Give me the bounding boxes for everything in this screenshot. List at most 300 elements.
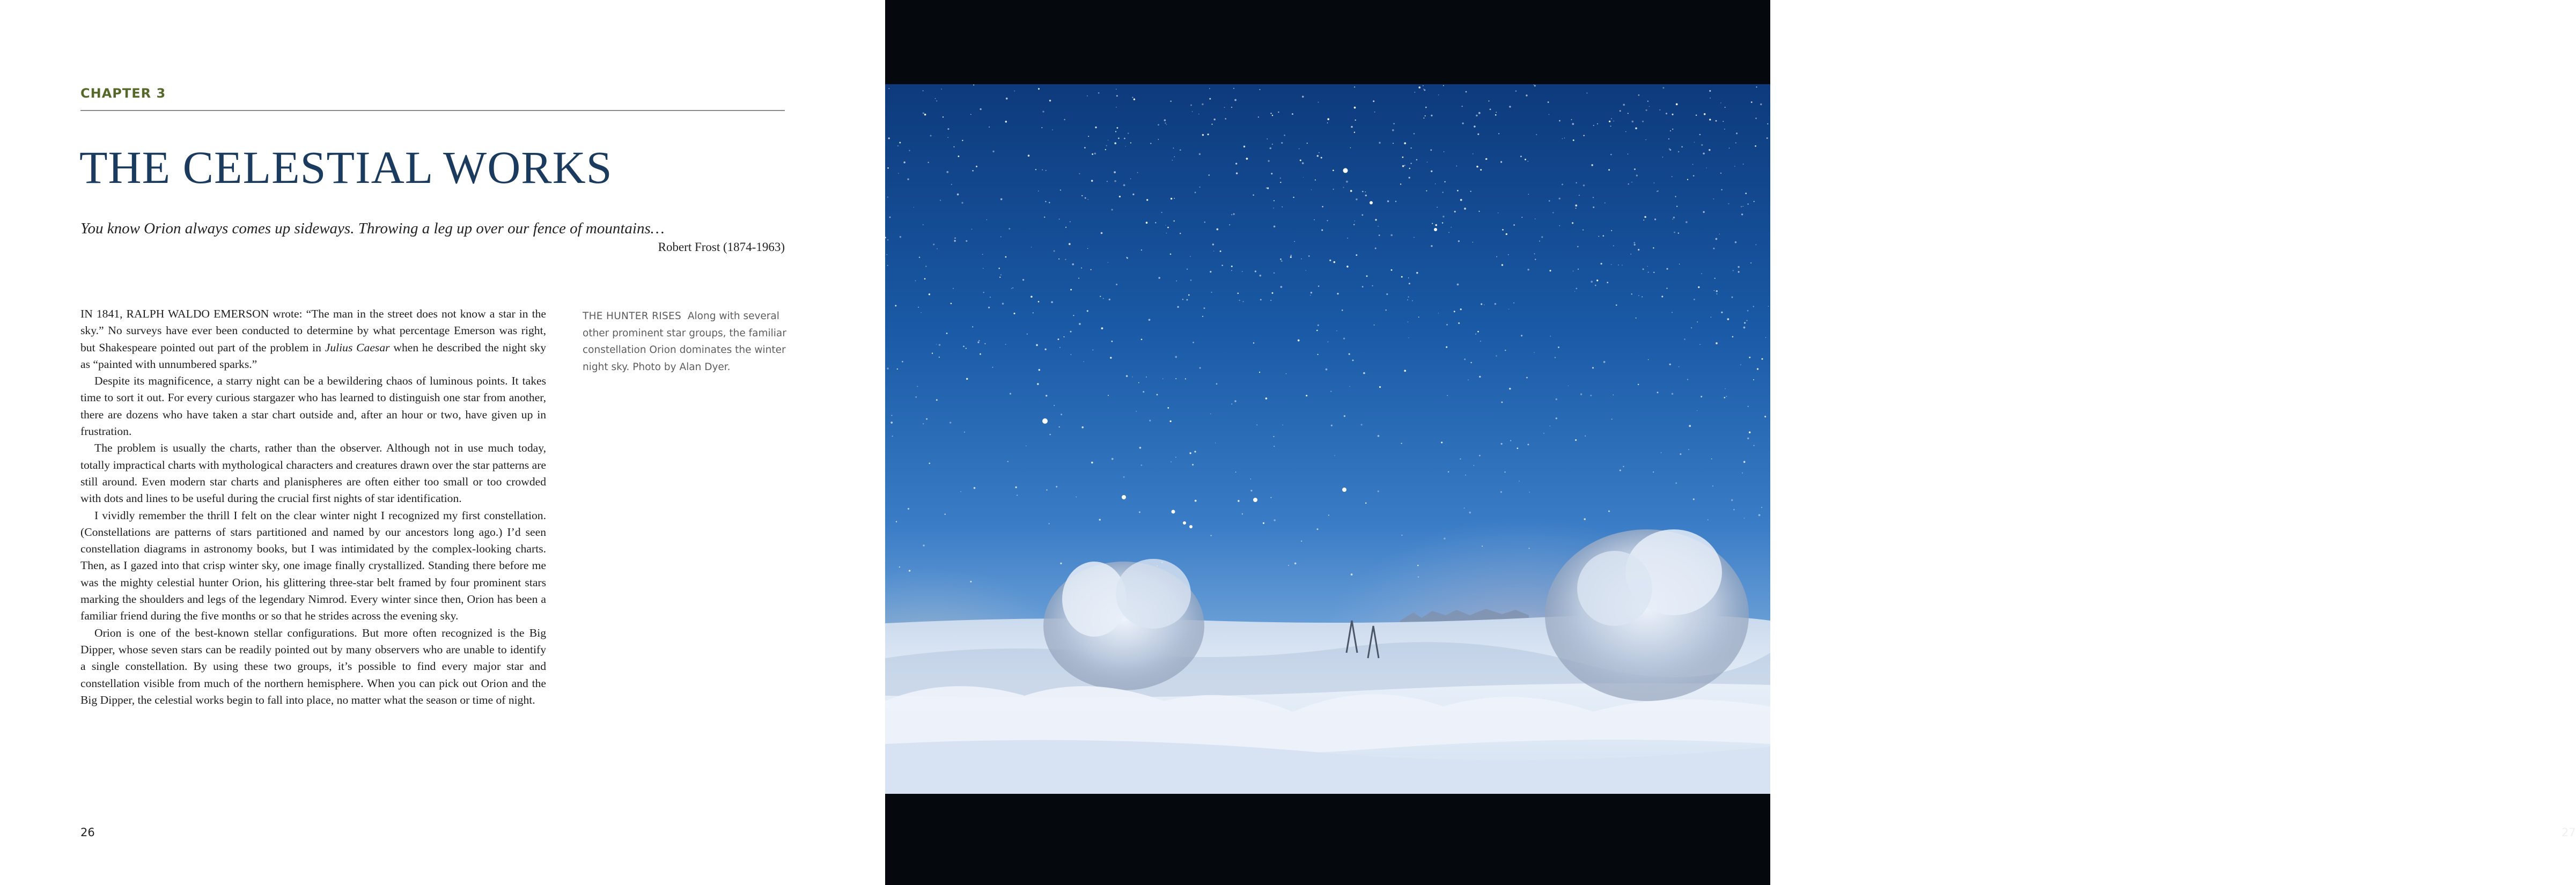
- star: [1549, 270, 1551, 271]
- star: [1314, 219, 1315, 220]
- paragraph-4: I vividly remember the thrill I felt on the clear winter night I recognized my first constellation. (Constellations are patterns of stars partitioned and named by our ancestors long ago.) I’d seen constellation diagrams in astronomy books, but I was intimidated by the complex-looking charts. Then, as I gazed into that crisp winter sky, one image finally crystallized. Standing there before me was the mighty celestial hunter Orion, his glittering three-star belt framed by four prominent stars marking the shoulders and legs of the legendary Nimrod. Every winter since then, Orion has been a familiar friend during the five months or so that he strides across the evening sky.: [80, 508, 546, 623]
- star: [1005, 256, 1007, 258]
- star: [1724, 397, 1725, 399]
- star: [1146, 199, 1148, 201]
- star: [1747, 438, 1749, 439]
- star: [960, 491, 961, 492]
- star: [1233, 213, 1235, 215]
- star: [923, 544, 924, 546]
- star: [1525, 159, 1526, 160]
- star: [1216, 383, 1218, 385]
- star: [928, 162, 929, 163]
- star: [1027, 334, 1028, 335]
- star: [1280, 182, 1281, 183]
- star: [1693, 498, 1695, 500]
- star: [1054, 250, 1055, 252]
- star: [1236, 172, 1238, 174]
- star: [1303, 177, 1304, 178]
- star: [1628, 113, 1629, 114]
- star: [1727, 318, 1729, 320]
- paragraph-1: [80, 306, 546, 373]
- star: [1607, 282, 1608, 283]
- star: [1408, 277, 1409, 278]
- star: [1743, 461, 1746, 463]
- star: [1562, 138, 1563, 139]
- star: [1596, 279, 1598, 281]
- star: [1049, 100, 1051, 101]
- star: [1274, 200, 1275, 201]
- star: [1559, 197, 1561, 199]
- star: [1041, 127, 1042, 128]
- star: [970, 581, 971, 582]
- star: [1681, 146, 1683, 148]
- star: [1134, 99, 1135, 100]
- star: [1669, 148, 1670, 150]
- star: [982, 254, 983, 255]
- star: [1460, 459, 1461, 460]
- star: [980, 108, 981, 110]
- star: [1013, 313, 1015, 314]
- star: [1437, 207, 1438, 208]
- star: [1260, 89, 1261, 90]
- star: [1454, 311, 1455, 312]
- star: [1447, 395, 1448, 396]
- star: [1165, 123, 1166, 124]
- star: [1733, 509, 1735, 511]
- star: [1456, 166, 1457, 167]
- star: [1533, 84, 1534, 85]
- star: [1059, 347, 1061, 348]
- star: [1691, 327, 1692, 328]
- star: [1465, 475, 1466, 476]
- star: [946, 171, 948, 173]
- star: [1529, 548, 1530, 549]
- star: [1496, 256, 1497, 257]
- star: [1527, 269, 1529, 270]
- star: [1301, 541, 1302, 542]
- star: [1157, 394, 1158, 395]
- page-number-right: 27: [2562, 826, 2576, 839]
- star: [1395, 201, 1396, 202]
- star: [1274, 436, 1275, 437]
- star: [1185, 378, 1186, 379]
- star: [1534, 254, 1535, 255]
- star: [1300, 159, 1301, 161]
- star: [966, 378, 968, 380]
- star: [1177, 306, 1179, 308]
- star: [1643, 268, 1644, 270]
- star: [1070, 222, 1071, 223]
- star: [1644, 216, 1646, 218]
- star: [1087, 310, 1088, 312]
- star: [1694, 299, 1695, 300]
- star: [1762, 358, 1763, 360]
- star: [1114, 142, 1116, 144]
- star: [1274, 446, 1275, 447]
- star: [1414, 92, 1415, 93]
- star: [1541, 236, 1543, 238]
- star: [1559, 225, 1560, 226]
- star: [1353, 224, 1355, 225]
- star: [992, 367, 993, 368]
- star: [1321, 229, 1323, 231]
- star: [1701, 396, 1702, 397]
- star: [1706, 167, 1707, 168]
- star: [1496, 112, 1497, 113]
- star: [1132, 97, 1133, 98]
- star: [1498, 133, 1499, 134]
- star: [1632, 121, 1634, 123]
- star: [1213, 250, 1214, 251]
- star: [1474, 126, 1475, 127]
- star: [1272, 144, 1273, 145]
- star: [1478, 112, 1481, 114]
- star: [1174, 156, 1175, 157]
- star: [1193, 342, 1194, 343]
- star: [1390, 234, 1393, 237]
- star: [1002, 303, 1004, 305]
- star: [1105, 149, 1106, 150]
- star: [909, 150, 910, 151]
- star: [1610, 126, 1611, 127]
- star: [1745, 193, 1747, 194]
- star: [1187, 269, 1188, 270]
- star: [936, 399, 938, 401]
- star: [1124, 138, 1125, 139]
- star: [1495, 114, 1497, 116]
- star: [1603, 235, 1605, 237]
- star: [976, 166, 977, 167]
- star: [1716, 290, 1718, 292]
- star: [887, 367, 888, 369]
- star: [1188, 294, 1190, 296]
- star: [1653, 471, 1654, 473]
- star: [1319, 152, 1320, 153]
- star: [1755, 117, 1757, 119]
- star: [1337, 293, 1338, 294]
- star: [1476, 115, 1477, 116]
- star: [1298, 340, 1300, 342]
- star: [898, 173, 899, 174]
- body-text: [80, 306, 546, 709]
- star: [1316, 528, 1318, 530]
- paragraph-1-end: when he described the night sky as “painted with unnumbered sparks.”: [80, 341, 546, 371]
- star: [1608, 169, 1610, 171]
- star: [899, 566, 900, 567]
- star: [1033, 312, 1034, 313]
- star: [1755, 145, 1756, 147]
- star: [1692, 164, 1694, 165]
- star: [1672, 129, 1673, 130]
- star: [1126, 375, 1128, 377]
- star: [1190, 279, 1192, 281]
- star: [890, 422, 893, 424]
- star: [1318, 102, 1319, 103]
- star: [1216, 228, 1218, 231]
- star: [1334, 455, 1335, 456]
- star: [972, 326, 973, 327]
- star: [1108, 395, 1109, 396]
- star: [1327, 122, 1328, 123]
- star: [1559, 120, 1561, 122]
- star: [1572, 222, 1573, 224]
- star: [1175, 457, 1176, 458]
- star: [998, 268, 1000, 269]
- star: [1044, 349, 1046, 350]
- star: [1056, 486, 1057, 488]
- star: [1284, 135, 1285, 136]
- star: [1253, 194, 1254, 196]
- star: [1410, 163, 1411, 164]
- star: [1327, 118, 1329, 120]
- star: [988, 307, 990, 308]
- star: [1106, 145, 1107, 146]
- star: [1374, 324, 1375, 326]
- star: [1638, 295, 1639, 296]
- star: [1146, 377, 1147, 378]
- star: [1749, 357, 1750, 358]
- star: [980, 353, 981, 355]
- star: [1716, 120, 1717, 122]
- star: [1451, 227, 1452, 228]
- epigraph-quote: You know Orion always comes up sideways. Throwing a leg up over our fence of mountains…: [80, 220, 665, 237]
- star: [1310, 295, 1311, 296]
- star: [1288, 565, 1289, 566]
- star: [1009, 228, 1010, 230]
- star: [1736, 132, 1738, 134]
- star: [1011, 288, 1012, 289]
- star: [1750, 262, 1751, 263]
- star: [992, 151, 994, 152]
- star: [1611, 419, 1613, 420]
- star: [1479, 455, 1481, 456]
- star: [947, 128, 949, 130]
- star: [1496, 355, 1497, 356]
- star: [1578, 269, 1579, 270]
- star: [1548, 101, 1549, 103]
- star: [1229, 224, 1230, 225]
- star: [1638, 384, 1639, 386]
- star: [1460, 199, 1462, 201]
- star: [1260, 299, 1262, 300]
- star: [1372, 285, 1373, 286]
- star: [1513, 224, 1515, 226]
- star: [1175, 378, 1176, 379]
- star: [1180, 233, 1181, 234]
- star: [1438, 94, 1439, 95]
- star: [1476, 166, 1478, 168]
- star: [1667, 288, 1668, 289]
- star: [970, 114, 971, 115]
- star: [1326, 368, 1328, 371]
- star: [1141, 249, 1142, 250]
- star: [1520, 156, 1522, 157]
- star: [915, 396, 917, 398]
- chapter-label: CHAPTER 3: [80, 86, 166, 101]
- star: [918, 307, 919, 308]
- star: [1645, 139, 1646, 140]
- star: [1294, 563, 1297, 565]
- star: [1271, 292, 1273, 294]
- star: [1675, 482, 1677, 484]
- star: [1192, 111, 1193, 112]
- star: [1515, 91, 1517, 92]
- star: [1584, 135, 1585, 136]
- star: [1528, 194, 1529, 195]
- star: [1355, 120, 1356, 121]
- star: [907, 179, 909, 180]
- star: [1721, 312, 1723, 313]
- star: [1688, 449, 1689, 450]
- star: [1315, 179, 1316, 180]
- star: [1430, 149, 1432, 151]
- star: [1373, 100, 1374, 102]
- star: [1060, 189, 1061, 190]
- star: [1508, 254, 1509, 255]
- star: [1648, 272, 1649, 273]
- star: [1015, 486, 1017, 488]
- star: [1552, 212, 1554, 213]
- star: [891, 415, 892, 416]
- star: [1091, 462, 1093, 464]
- star: [1573, 139, 1574, 141]
- star: [1149, 319, 1151, 321]
- star: [1489, 100, 1490, 101]
- star: [1549, 114, 1550, 115]
- star: [1290, 255, 1292, 256]
- star: [1073, 315, 1074, 316]
- star: [977, 342, 979, 343]
- star: [1294, 241, 1295, 242]
- star: [1123, 476, 1125, 478]
- star: [1636, 175, 1638, 176]
- star: [1330, 391, 1331, 392]
- star: [1354, 107, 1356, 109]
- star: [1586, 93, 1587, 94]
- star: [1233, 88, 1234, 89]
- star: [1672, 219, 1673, 220]
- star: [1237, 292, 1239, 294]
- star: [1234, 400, 1236, 402]
- star: [1112, 209, 1113, 211]
- star: [1482, 545, 1483, 547]
- star: [966, 348, 967, 349]
- star: [1336, 330, 1337, 331]
- star: [1506, 233, 1507, 235]
- star: [1713, 248, 1714, 249]
- star: [1500, 161, 1502, 163]
- star: [1466, 91, 1467, 93]
- star: [1116, 95, 1118, 97]
- star: [1306, 395, 1307, 396]
- star: [1409, 283, 1410, 284]
- star: [1059, 426, 1060, 427]
- star: [1643, 219, 1644, 220]
- star: [1286, 373, 1287, 374]
- star: [1386, 293, 1388, 295]
- star: [1446, 346, 1447, 348]
- star: [1576, 208, 1577, 209]
- star: [1435, 224, 1437, 226]
- star: [1753, 379, 1754, 380]
- star: [897, 145, 899, 146]
- star: [1717, 293, 1718, 294]
- star: [1059, 219, 1060, 220]
- star: [1661, 296, 1663, 297]
- star: [1038, 301, 1040, 303]
- star: [1754, 201, 1755, 202]
- star: [1464, 507, 1465, 508]
- star: [1138, 382, 1139, 384]
- star: [1740, 364, 1741, 365]
- star: [1709, 90, 1711, 92]
- star: [1260, 275, 1262, 277]
- star: [1042, 169, 1043, 171]
- star: [896, 521, 897, 522]
- star: [1170, 253, 1172, 255]
- star: [1402, 157, 1404, 158]
- star: [1316, 330, 1318, 331]
- star: [1611, 230, 1612, 231]
- star: [1258, 116, 1259, 117]
- star: [1049, 434, 1050, 435]
- star: [1721, 189, 1722, 190]
- star: [1448, 232, 1449, 233]
- star: [1401, 276, 1403, 278]
- star: [1490, 109, 1491, 110]
- star: [1259, 372, 1260, 373]
- star: [1526, 377, 1528, 379]
- star: [1653, 247, 1654, 248]
- star: [954, 238, 956, 239]
- star: [1072, 263, 1074, 266]
- star: [1501, 401, 1503, 403]
- star: [1734, 166, 1735, 167]
- star: [1379, 142, 1380, 144]
- star: [1660, 109, 1661, 110]
- chapter-title: THE CELESTIAL WORKS: [79, 142, 613, 193]
- star: [1175, 356, 1177, 358]
- star: [1079, 173, 1080, 174]
- star: [1347, 238, 1348, 239]
- star: [984, 343, 985, 344]
- star: [1699, 134, 1701, 136]
- star: [1555, 357, 1556, 358]
- star: [974, 487, 976, 489]
- star: [1299, 148, 1300, 149]
- star: [1182, 299, 1183, 300]
- star: [1035, 169, 1036, 170]
- star: [1352, 359, 1354, 361]
- star: [1401, 443, 1402, 444]
- star: [1361, 214, 1363, 216]
- star: [1457, 190, 1459, 191]
- star: [1599, 236, 1600, 237]
- star: [1112, 458, 1114, 460]
- star: [1517, 447, 1518, 449]
- star: [1625, 131, 1626, 132]
- star: [1571, 119, 1572, 120]
- star: [1418, 576, 1419, 577]
- star: [1270, 113, 1271, 114]
- star: [1092, 153, 1093, 155]
- star: [1378, 435, 1380, 437]
- star: [1101, 232, 1103, 234]
- star: [1473, 153, 1474, 154]
- star: [1329, 260, 1331, 261]
- star: [1634, 244, 1636, 246]
- star: [1278, 112, 1279, 113]
